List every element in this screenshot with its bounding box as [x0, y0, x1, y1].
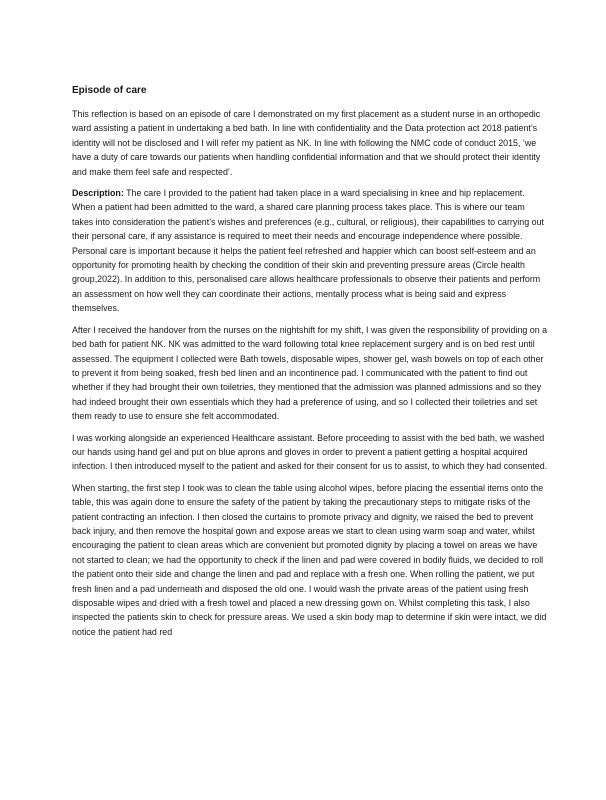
paragraph-text: The care I provided to the patient had taken place in a ward specialising in knee and hip replacement. When a patient had been admitted to the ward, a shared care planning process takes place. This is where our team takes into consideration the patient’s wishes and preferences (e.g., cultural, or religious), their capabilities to carrying out their personal care, if any assistance is required to meet their needs and encourage independence where possible. Personal care is important because it helps the patient feel refreshed and happier which can boost self-esteem and an opportunity for promoting health by checking the condition of their skin and preventing pressure areas (Circle health group,2022). In addition to this, personalised care allows healthcare professionals to observe their patients and perform an assessment on how well they can coordinate their actions, mentally process what is being said and express themselves.: [72, 188, 544, 314]
section-heading: Episode of care: [72, 85, 147, 96]
paragraph-lead-label: Description:: [72, 188, 124, 199]
paragraph-text: This reflection is based on an episode of care I demonstrated on my first placement as a student nurse in an orthopedic ward assisting a patient in undertaking a bed bath. In line with confidentiality and the Data protection act 2018 patient’s identity will not be disclosed and I will refer my patient as NK. In line with following the NMC code of conduct 2015, ‘we have a duty of care towards our patients when handling confidential information and that we should protect their identity and make them feel safe and respected’.: [72, 109, 541, 177]
paragraph-handover: [72, 323, 548, 424]
paragraph-description: [72, 186, 548, 316]
paragraph-text: When starting, the first step I took was to clean the table using alcohol wipes, before placing the essential items onto the table, this was again done to ensure the safety of the patient by taking the precautionary steps to mitigate risks of the patient contracting an infection. I then closed the curtains to promote privacy and dignity, we raised the bed to prevent back injury, and then remove the hospital gown and expose areas we start to clean using warm soap and water, whilst encouraging the patient to clean areas which are convenient but promoted dignity by placing a towel on areas we have not started to clean; we had the opportunity to check if the linen and pad were covered in bodily fluids, we decided to roll the patient onto their side and change the linen and pad and replace with a fresh one. When rolling the patient, we put fresh linen and a pad underneath and disposed the old one. I would wash the private areas of the patient using fresh disposable wipes and dried with a fresh towel and placed a new dressing gown on. Whilst completing this task, I also inspected the patients skin to check for pressure areas. We used a skin body map to determine if skin were intact, we did notice the patient had red: [72, 482, 547, 637]
paragraph-intro: [72, 107, 548, 179]
paragraph-procedure: [72, 481, 548, 639]
paragraph-text: After I received the handover from the nurses on the nightshift for my shift, I was given the responsibility of providing on a bed bath for patient NK. NK was admitted to the ward following total knee replacement surgery and is on bed rest until assessed. The equipment I collected were Bath towels, disposable wipes, shower gel, wash bowels on top of each other to prevent it from being soaked, fresh bed linen and an incontinence pad. I communicated with the patient to find out whether if they had brought their own toiletries, they mentioned that the admission was planned admissions and so they had indeed brought their own essentials which they had a preference of using, and so I collected their toiletries and set them ready to use to ensure she felt accommodated.: [72, 324, 548, 422]
paragraph-text: I was working alongside an experienced Healthcare assistant. Before proceeding to assist with the bed bath, we washed our hands using hand gel and put on blue aprons and gloves in order to prevent a patient getting a hospital acquired infection. I then introduced myself to the patient and asked for their consent for us to assist, to which they had consented.: [72, 432, 548, 472]
paragraph-preparation: [72, 431, 548, 474]
